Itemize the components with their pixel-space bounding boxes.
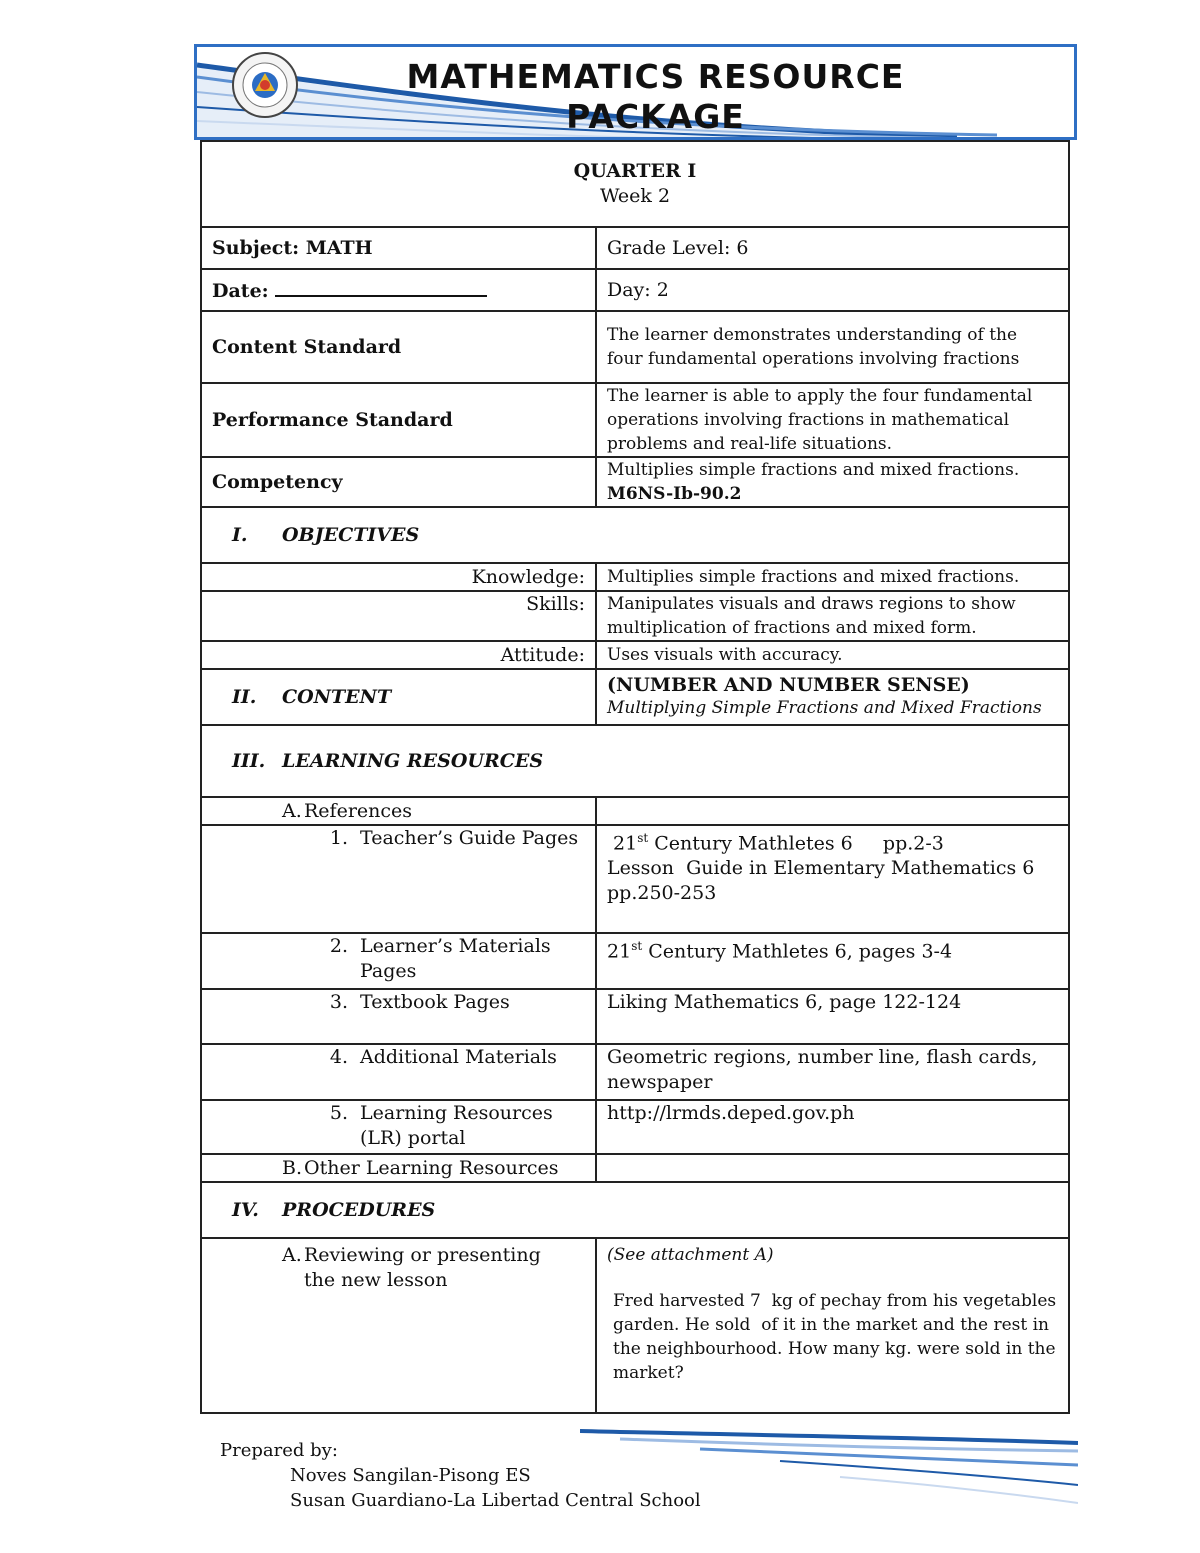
resource-item-value: Liking Mathematics 6, page 122-124 [596,989,1069,1044]
resource-item-num: 1. [329,827,348,849]
date-cell [201,269,596,311]
competency-code: M6NS-Ib-90.2 [607,484,742,504]
content-row [201,669,1069,725]
resource-item-label: Additional Materials [360,1046,557,1068]
resource-item-row [201,825,1069,933]
header-title-line2: PACKAGE [566,97,745,136]
resource-item-num: 4. [329,1046,348,1068]
resource-item-value-line1 [607,826,1058,856]
resources-num: III. [232,749,266,772]
resource-item-num: 2. [329,935,348,957]
procedures-title: PROCEDURES [282,1198,436,1221]
resource-item-value-post: Century Mathletes 6 pp.2-3 [648,832,944,855]
word-problem-text: Fred harvested 7 kg of pechay from his vegetables garden. He sold of it in the market and the rest in the neighbourhood. How many kg. were sold in the market? [613,1291,1062,1383]
resource-item-row [201,1100,1069,1154]
resource-item-label: Teacher’s Guide Pages [360,827,579,849]
other-resources-value-empty [596,1154,1069,1182]
knowledge-text: Multiplies simple fractions and mixed fractions. [596,563,1069,591]
date-blank [275,277,487,297]
references-row [201,797,1069,825]
other-resources-letter: B. [282,1156,303,1179]
skills-text: Manipulates visuals and draws regions to show multiplication of fractions and mixed form. [596,591,1069,641]
content-standard-label: Content Standard [201,311,596,383]
resource-item-row [201,989,1069,1044]
knowledge-label: Knowledge: [201,563,596,591]
content-num: II. [232,685,257,708]
other-resources-label: Other Learning Resources [304,1156,559,1179]
competency-text: Multiplies simple fractions and mixed fractions. [607,460,1020,480]
performance-standard-label: Performance Standard [201,383,596,457]
content-standard-text: The learner demonstrates understanding of the four fundamental operations involving fractions [596,311,1069,383]
resource-item-value-post: Century Mathletes 6, pages 3-4 [642,940,953,963]
content-subtopic: Multiplying Simple Fractions and Mixed Fractions [607,698,1042,718]
resource-item-label: Learner’s Materials Pages [360,935,551,982]
resource-item-value: Geometric regions, number line, flash cards, newspaper [596,1044,1069,1100]
preparer-1: Noves Sangilan-Pisong ES [290,1465,531,1486]
resource-item-value-sup: st [631,939,643,953]
skills-row [201,591,1069,641]
resource-item-row [201,1044,1069,1100]
skills-label: Skills: [201,591,596,641]
quarter-label: QUARTER I [573,160,697,182]
day-label: Day: 2 [596,269,1069,311]
content-title: CONTENT [282,685,392,708]
page-header [194,44,1077,140]
review-letter: A. [282,1244,302,1266]
footer [220,1438,701,1513]
resources-header-row [201,725,1069,797]
week-label: Week 2 [599,185,671,207]
resource-item-label: Textbook Pages [360,991,510,1013]
attitude-label: Attitude: [201,641,596,669]
preparer-2: Susan Guardiano-La Libertad Central School [290,1490,701,1511]
procedures-header-row [201,1182,1069,1238]
resource-item-value: http://lrmds.deped.gov.ph [596,1100,1069,1154]
references-value-empty [596,797,1069,825]
subject-row [201,227,1069,269]
resource-item-value-pre: 21 [607,940,632,963]
references-label: References [304,799,413,822]
attitude-text: Uses visuals with accuracy. [596,641,1069,669]
date-row [201,269,1069,311]
quarter-row [201,141,1069,227]
attitude-row [201,641,1069,669]
prepared-by-label: Prepared by: [220,1440,338,1461]
content-standard-row [201,311,1069,383]
header-title-line1: MATHEMATICS RESOURCE [406,57,905,96]
competency-label: Competency [201,457,596,507]
lesson-plan-table [200,140,1070,1414]
references-letter: A. [282,799,302,822]
knowledge-row [201,563,1069,591]
attachment-note: (See attachment A) [607,1245,774,1265]
resource-item-label: Learning Resources (LR) portal [360,1102,553,1149]
procedures-num: IV. [232,1198,259,1221]
objectives-num: I. [232,523,248,546]
resource-item-value-pre: 21 [613,832,638,855]
resource-item-num: 3. [329,991,348,1013]
resource-item-value-line2: Lesson Guide in Elementary Mathematics 6 pp.250-253 [607,857,1041,905]
competency-row [201,457,1069,507]
date-label: Date: [212,279,269,302]
performance-standard-text: The learner is able to apply the four fundamental operations involving fractions in mathematical problems and real-life situations. [596,383,1069,457]
review-label: Reviewing or presenting the new lesson [304,1244,541,1291]
resources-title: LEARNING RESOURCES [282,749,544,772]
resource-item-value-sup: st [637,831,649,845]
subject-label: Subject: MATH [201,227,596,269]
resource-item-row [201,933,1069,989]
objectives-header-row [201,507,1069,563]
review-lesson-row [201,1238,1069,1413]
content-topic: (NUMBER AND NUMBER SENSE) [607,674,970,696]
grade-level: Grade Level: 6 [596,227,1069,269]
other-resources-row [201,1154,1069,1182]
objectives-title: OBJECTIVES [282,523,420,546]
resource-item-num: 5. [329,1102,348,1124]
performance-standard-row [201,383,1069,457]
